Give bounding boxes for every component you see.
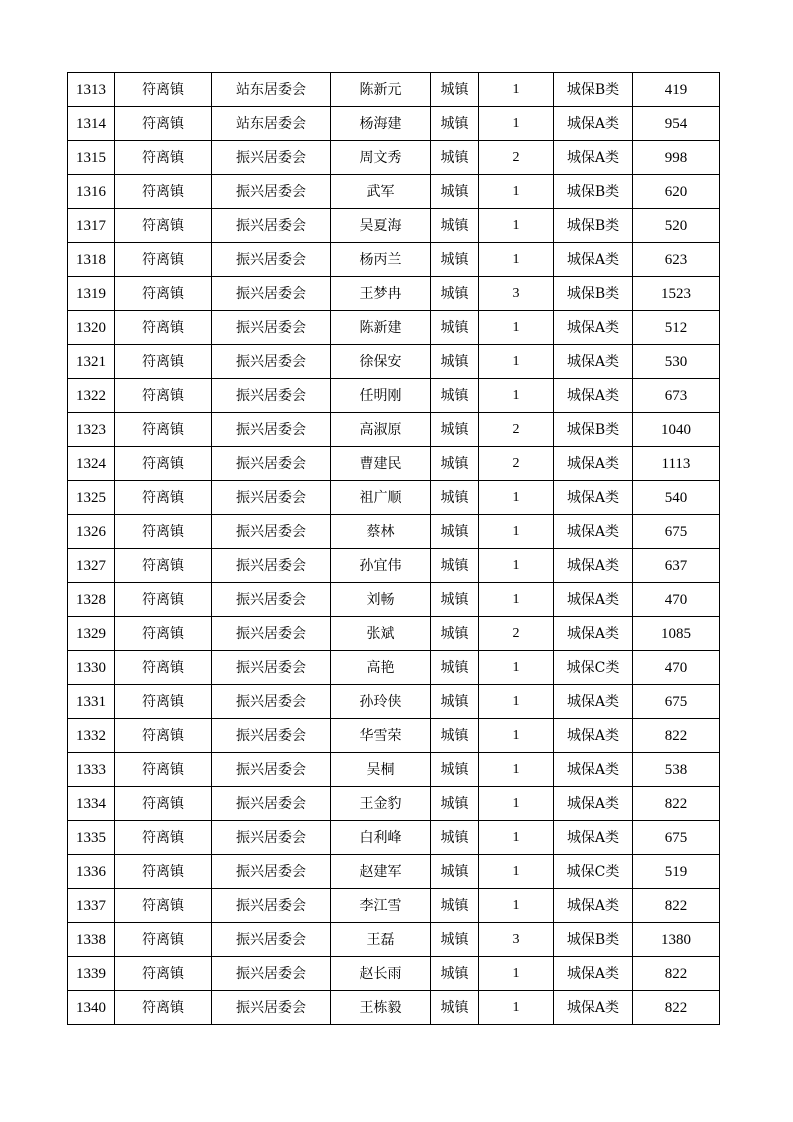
category-cell: 城保A类 bbox=[554, 957, 633, 991]
category-cell: 城保A类 bbox=[554, 515, 633, 549]
area-type-cell: 城镇 bbox=[431, 175, 479, 209]
category-cell: 城保B类 bbox=[554, 73, 633, 107]
household-count-cell: 2 bbox=[479, 141, 554, 175]
category-cell: 城保B类 bbox=[554, 413, 633, 447]
table-row bbox=[68, 787, 720, 821]
person-name-cell: 祖广顺 bbox=[331, 481, 431, 515]
table-body bbox=[68, 73, 720, 1025]
household-count-cell: 1 bbox=[479, 583, 554, 617]
category-cell: 城保A类 bbox=[554, 753, 633, 787]
record-number-cell: 1336 bbox=[68, 855, 115, 889]
town-cell: 符离镇 bbox=[115, 651, 212, 685]
area-type-cell: 城镇 bbox=[431, 651, 479, 685]
person-name-cell: 曹建民 bbox=[331, 447, 431, 481]
table-row bbox=[68, 753, 720, 787]
town-cell: 符离镇 bbox=[115, 719, 212, 753]
household-count-cell: 1 bbox=[479, 243, 554, 277]
area-type-cell: 城镇 bbox=[431, 923, 479, 957]
person-name-cell: 刘畅 bbox=[331, 583, 431, 617]
person-name-cell: 王金豹 bbox=[331, 787, 431, 821]
category-cell: 城保A类 bbox=[554, 481, 633, 515]
town-cell: 符离镇 bbox=[115, 447, 212, 481]
category-cell: 城保A类 bbox=[554, 617, 633, 651]
category-cell: 城保A类 bbox=[554, 583, 633, 617]
amount-cell: 1113 bbox=[633, 447, 720, 481]
amount-cell: 519 bbox=[633, 855, 720, 889]
person-name-cell: 吴桐 bbox=[331, 753, 431, 787]
record-number-cell: 1317 bbox=[68, 209, 115, 243]
amount-cell: 675 bbox=[633, 821, 720, 855]
committee-cell: 振兴居委会 bbox=[212, 379, 331, 413]
household-count-cell: 1 bbox=[479, 991, 554, 1025]
town-cell: 符离镇 bbox=[115, 821, 212, 855]
category-cell: 城保B类 bbox=[554, 277, 633, 311]
amount-cell: 822 bbox=[633, 787, 720, 821]
amount-cell: 1040 bbox=[633, 413, 720, 447]
person-name-cell: 华雪荣 bbox=[331, 719, 431, 753]
town-cell: 符离镇 bbox=[115, 345, 212, 379]
area-type-cell: 城镇 bbox=[431, 277, 479, 311]
table-row bbox=[68, 481, 720, 515]
table-row bbox=[68, 617, 720, 651]
area-type-cell: 城镇 bbox=[431, 515, 479, 549]
amount-cell: 822 bbox=[633, 719, 720, 753]
area-type-cell: 城镇 bbox=[431, 719, 479, 753]
area-type-cell: 城镇 bbox=[431, 413, 479, 447]
record-number-cell: 1339 bbox=[68, 957, 115, 991]
record-number-cell: 1332 bbox=[68, 719, 115, 753]
household-count-cell: 2 bbox=[479, 447, 554, 481]
person-name-cell: 任明刚 bbox=[331, 379, 431, 413]
person-name-cell: 张斌 bbox=[331, 617, 431, 651]
committee-cell: 振兴居委会 bbox=[212, 685, 331, 719]
committee-cell: 振兴居委会 bbox=[212, 549, 331, 583]
household-count-cell: 1 bbox=[479, 175, 554, 209]
record-number-cell: 1326 bbox=[68, 515, 115, 549]
table-row bbox=[68, 651, 720, 685]
category-cell: 城保A类 bbox=[554, 685, 633, 719]
household-count-cell: 1 bbox=[479, 651, 554, 685]
committee-cell: 振兴居委会 bbox=[212, 787, 331, 821]
record-number-cell: 1328 bbox=[68, 583, 115, 617]
household-count-cell: 1 bbox=[479, 855, 554, 889]
category-cell: 城保A类 bbox=[554, 447, 633, 481]
town-cell: 符离镇 bbox=[115, 617, 212, 651]
table-row bbox=[68, 345, 720, 379]
committee-cell: 振兴居委会 bbox=[212, 617, 331, 651]
area-type-cell: 城镇 bbox=[431, 243, 479, 277]
amount-cell: 998 bbox=[633, 141, 720, 175]
household-count-cell: 1 bbox=[479, 957, 554, 991]
town-cell: 符离镇 bbox=[115, 175, 212, 209]
record-number-cell: 1330 bbox=[68, 651, 115, 685]
town-cell: 符离镇 bbox=[115, 549, 212, 583]
record-number-cell: 1318 bbox=[68, 243, 115, 277]
committee-cell: 振兴居委会 bbox=[212, 209, 331, 243]
person-name-cell: 蔡林 bbox=[331, 515, 431, 549]
household-count-cell: 1 bbox=[479, 821, 554, 855]
record-number-cell: 1334 bbox=[68, 787, 115, 821]
person-name-cell: 王栋毅 bbox=[331, 991, 431, 1025]
town-cell: 符离镇 bbox=[115, 141, 212, 175]
area-type-cell: 城镇 bbox=[431, 787, 479, 821]
record-number-cell: 1324 bbox=[68, 447, 115, 481]
table-row bbox=[68, 107, 720, 141]
person-name-cell: 陈新元 bbox=[331, 73, 431, 107]
committee-cell: 振兴居委会 bbox=[212, 413, 331, 447]
household-count-cell: 3 bbox=[479, 923, 554, 957]
category-cell: 城保A类 bbox=[554, 141, 633, 175]
person-name-cell: 周文秀 bbox=[331, 141, 431, 175]
category-cell: 城保A类 bbox=[554, 549, 633, 583]
amount-cell: 470 bbox=[633, 651, 720, 685]
household-count-cell: 1 bbox=[479, 515, 554, 549]
table-row bbox=[68, 685, 720, 719]
household-count-cell: 1 bbox=[479, 345, 554, 379]
person-name-cell: 白利峰 bbox=[331, 821, 431, 855]
amount-cell: 540 bbox=[633, 481, 720, 515]
amount-cell: 538 bbox=[633, 753, 720, 787]
person-name-cell: 王磊 bbox=[331, 923, 431, 957]
household-count-cell: 1 bbox=[479, 73, 554, 107]
table-row bbox=[68, 889, 720, 923]
committee-cell: 振兴居委会 bbox=[212, 889, 331, 923]
category-cell: 城保A类 bbox=[554, 311, 633, 345]
table-row bbox=[68, 311, 720, 345]
record-number-cell: 1314 bbox=[68, 107, 115, 141]
person-name-cell: 王梦冉 bbox=[331, 277, 431, 311]
category-cell: 城保A类 bbox=[554, 889, 633, 923]
person-name-cell: 高淑原 bbox=[331, 413, 431, 447]
committee-cell: 振兴居委会 bbox=[212, 923, 331, 957]
record-number-cell: 1319 bbox=[68, 277, 115, 311]
committee-cell: 振兴居委会 bbox=[212, 141, 331, 175]
household-count-cell: 2 bbox=[479, 413, 554, 447]
household-count-cell: 1 bbox=[479, 889, 554, 923]
committee-cell: 站东居委会 bbox=[212, 107, 331, 141]
category-cell: 城保A类 bbox=[554, 107, 633, 141]
area-type-cell: 城镇 bbox=[431, 481, 479, 515]
record-number-cell: 1335 bbox=[68, 821, 115, 855]
area-type-cell: 城镇 bbox=[431, 617, 479, 651]
person-name-cell: 武军 bbox=[331, 175, 431, 209]
record-number-cell: 1331 bbox=[68, 685, 115, 719]
committee-cell: 振兴居委会 bbox=[212, 651, 331, 685]
person-name-cell: 赵建军 bbox=[331, 855, 431, 889]
household-count-cell: 1 bbox=[479, 379, 554, 413]
table-row bbox=[68, 73, 720, 107]
committee-cell: 振兴居委会 bbox=[212, 311, 331, 345]
category-cell: 城保B类 bbox=[554, 923, 633, 957]
amount-cell: 620 bbox=[633, 175, 720, 209]
amount-cell: 673 bbox=[633, 379, 720, 413]
table-row bbox=[68, 413, 720, 447]
table-row bbox=[68, 209, 720, 243]
amount-cell: 1380 bbox=[633, 923, 720, 957]
committee-cell: 振兴居委会 bbox=[212, 345, 331, 379]
area-type-cell: 城镇 bbox=[431, 991, 479, 1025]
record-number-cell: 1315 bbox=[68, 141, 115, 175]
table-row bbox=[68, 243, 720, 277]
person-name-cell: 杨海建 bbox=[331, 107, 431, 141]
table-row bbox=[68, 991, 720, 1025]
committee-cell: 振兴居委会 bbox=[212, 481, 331, 515]
person-name-cell: 杨丙兰 bbox=[331, 243, 431, 277]
committee-cell: 振兴居委会 bbox=[212, 821, 331, 855]
town-cell: 符离镇 bbox=[115, 753, 212, 787]
amount-cell: 675 bbox=[633, 515, 720, 549]
record-number-cell: 1323 bbox=[68, 413, 115, 447]
town-cell: 符离镇 bbox=[115, 481, 212, 515]
amount-cell: 954 bbox=[633, 107, 720, 141]
category-cell: 城保B类 bbox=[554, 209, 633, 243]
category-cell: 城保B类 bbox=[554, 175, 633, 209]
household-count-cell: 2 bbox=[479, 617, 554, 651]
person-name-cell: 李江雪 bbox=[331, 889, 431, 923]
table-row bbox=[68, 719, 720, 753]
committee-cell: 站东居委会 bbox=[212, 73, 331, 107]
town-cell: 符离镇 bbox=[115, 243, 212, 277]
person-name-cell: 赵长雨 bbox=[331, 957, 431, 991]
table-row bbox=[68, 379, 720, 413]
town-cell: 符离镇 bbox=[115, 209, 212, 243]
committee-cell: 振兴居委会 bbox=[212, 515, 331, 549]
amount-cell: 1523 bbox=[633, 277, 720, 311]
category-cell: 城保A类 bbox=[554, 719, 633, 753]
category-cell: 城保A类 bbox=[554, 345, 633, 379]
record-number-cell: 1313 bbox=[68, 73, 115, 107]
amount-cell: 512 bbox=[633, 311, 720, 345]
table-row bbox=[68, 821, 720, 855]
committee-cell: 振兴居委会 bbox=[212, 991, 331, 1025]
category-cell: 城保A类 bbox=[554, 821, 633, 855]
area-type-cell: 城镇 bbox=[431, 311, 479, 345]
person-name-cell: 孙玲侠 bbox=[331, 685, 431, 719]
household-count-cell: 1 bbox=[479, 481, 554, 515]
committee-cell: 振兴居委会 bbox=[212, 957, 331, 991]
area-type-cell: 城镇 bbox=[431, 549, 479, 583]
table-row bbox=[68, 515, 720, 549]
record-number-cell: 1325 bbox=[68, 481, 115, 515]
town-cell: 符离镇 bbox=[115, 515, 212, 549]
area-type-cell: 城镇 bbox=[431, 107, 479, 141]
town-cell: 符离镇 bbox=[115, 889, 212, 923]
category-cell: 城保C类 bbox=[554, 855, 633, 889]
committee-cell: 振兴居委会 bbox=[212, 277, 331, 311]
committee-cell: 振兴居委会 bbox=[212, 243, 331, 277]
committee-cell: 振兴居委会 bbox=[212, 753, 331, 787]
table-row bbox=[68, 277, 720, 311]
town-cell: 符离镇 bbox=[115, 957, 212, 991]
area-type-cell: 城镇 bbox=[431, 73, 479, 107]
area-type-cell: 城镇 bbox=[431, 447, 479, 481]
area-type-cell: 城镇 bbox=[431, 855, 479, 889]
town-cell: 符离镇 bbox=[115, 73, 212, 107]
area-type-cell: 城镇 bbox=[431, 957, 479, 991]
household-count-cell: 1 bbox=[479, 209, 554, 243]
area-type-cell: 城镇 bbox=[431, 753, 479, 787]
table-row bbox=[68, 447, 720, 481]
town-cell: 符离镇 bbox=[115, 923, 212, 957]
amount-cell: 623 bbox=[633, 243, 720, 277]
record-number-cell: 1320 bbox=[68, 311, 115, 345]
amount-cell: 675 bbox=[633, 685, 720, 719]
record-number-cell: 1322 bbox=[68, 379, 115, 413]
record-number-cell: 1321 bbox=[68, 345, 115, 379]
household-count-cell: 1 bbox=[479, 311, 554, 345]
amount-cell: 470 bbox=[633, 583, 720, 617]
town-cell: 符离镇 bbox=[115, 107, 212, 141]
household-count-cell: 3 bbox=[479, 277, 554, 311]
table-row bbox=[68, 141, 720, 175]
amount-cell: 822 bbox=[633, 889, 720, 923]
category-cell: 城保A类 bbox=[554, 787, 633, 821]
amount-cell: 1085 bbox=[633, 617, 720, 651]
town-cell: 符离镇 bbox=[115, 583, 212, 617]
town-cell: 符离镇 bbox=[115, 277, 212, 311]
amount-cell: 822 bbox=[633, 991, 720, 1025]
household-count-cell: 1 bbox=[479, 719, 554, 753]
area-type-cell: 城镇 bbox=[431, 889, 479, 923]
household-count-cell: 1 bbox=[479, 685, 554, 719]
area-type-cell: 城镇 bbox=[431, 345, 479, 379]
town-cell: 符离镇 bbox=[115, 855, 212, 889]
committee-cell: 振兴居委会 bbox=[212, 855, 331, 889]
committee-cell: 振兴居委会 bbox=[212, 719, 331, 753]
record-number-cell: 1327 bbox=[68, 549, 115, 583]
area-type-cell: 城镇 bbox=[431, 821, 479, 855]
person-name-cell: 陈新建 bbox=[331, 311, 431, 345]
area-type-cell: 城镇 bbox=[431, 583, 479, 617]
category-cell: 城保C类 bbox=[554, 651, 633, 685]
amount-cell: 419 bbox=[633, 73, 720, 107]
household-count-cell: 1 bbox=[479, 107, 554, 141]
household-count-cell: 1 bbox=[479, 753, 554, 787]
person-name-cell: 孙宜伟 bbox=[331, 549, 431, 583]
town-cell: 符离镇 bbox=[115, 379, 212, 413]
table-row bbox=[68, 175, 720, 209]
record-number-cell: 1316 bbox=[68, 175, 115, 209]
table-row bbox=[68, 549, 720, 583]
record-number-cell: 1340 bbox=[68, 991, 115, 1025]
area-type-cell: 城镇 bbox=[431, 379, 479, 413]
category-cell: 城保A类 bbox=[554, 991, 633, 1025]
person-name-cell: 吴夏海 bbox=[331, 209, 431, 243]
table-row bbox=[68, 583, 720, 617]
person-name-cell: 徐保安 bbox=[331, 345, 431, 379]
table-row bbox=[68, 923, 720, 957]
record-number-cell: 1337 bbox=[68, 889, 115, 923]
household-count-cell: 1 bbox=[479, 549, 554, 583]
town-cell: 符离镇 bbox=[115, 311, 212, 345]
town-cell: 符离镇 bbox=[115, 991, 212, 1025]
person-name-cell: 高艳 bbox=[331, 651, 431, 685]
amount-cell: 822 bbox=[633, 957, 720, 991]
area-type-cell: 城镇 bbox=[431, 209, 479, 243]
record-number-cell: 1338 bbox=[68, 923, 115, 957]
category-cell: 城保A类 bbox=[554, 243, 633, 277]
committee-cell: 振兴居委会 bbox=[212, 175, 331, 209]
data-table bbox=[67, 72, 720, 1025]
amount-cell: 530 bbox=[633, 345, 720, 379]
category-cell: 城保A类 bbox=[554, 379, 633, 413]
town-cell: 符离镇 bbox=[115, 413, 212, 447]
area-type-cell: 城镇 bbox=[431, 685, 479, 719]
record-number-cell: 1333 bbox=[68, 753, 115, 787]
town-cell: 符离镇 bbox=[115, 685, 212, 719]
record-number-cell: 1329 bbox=[68, 617, 115, 651]
amount-cell: 637 bbox=[633, 549, 720, 583]
amount-cell: 520 bbox=[633, 209, 720, 243]
area-type-cell: 城镇 bbox=[431, 141, 479, 175]
table-row bbox=[68, 957, 720, 991]
committee-cell: 振兴居委会 bbox=[212, 583, 331, 617]
household-count-cell: 1 bbox=[479, 787, 554, 821]
table-row bbox=[68, 855, 720, 889]
town-cell: 符离镇 bbox=[115, 787, 212, 821]
committee-cell: 振兴居委会 bbox=[212, 447, 331, 481]
